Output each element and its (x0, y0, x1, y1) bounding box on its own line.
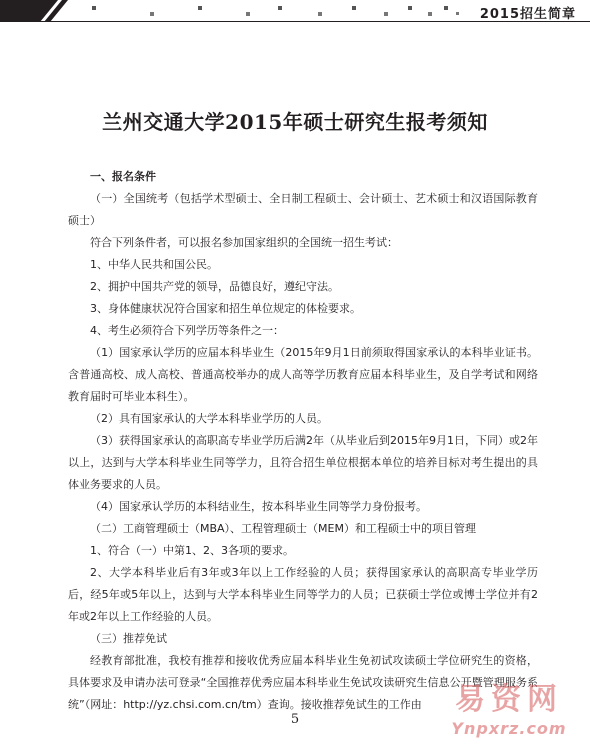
header-dot (384, 12, 388, 16)
paragraph: 经教育部批准，我校有推荐和接收优秀应届本科毕业生免初试攻读硕士学位研究生的资格，具体要求及申请办法可登录“全国推荐优秀应届本科毕业生免试攻读研究生信息公开暨管理服务系统”（网址：http://yz.chsi.com.cn/tm）查询。接收推荐免试生的工作由 (68, 654, 538, 711)
paragraph: 1、中华人民共和国公民。 (90, 258, 218, 271)
header-dot (456, 12, 459, 15)
paragraph: （一）全国统考（包括学术型硕士、全日制工程硕士、会计硕士、艺术硕士和汉语国际教育硕士） (68, 192, 538, 227)
paragraph: 3、身体健康状况符合国家和招生单位规定的体检要求。 (90, 302, 361, 315)
header-dot (318, 12, 322, 16)
paragraph: 2、拥护中国共产党的领导，品德良好，遵纪守法。 (90, 280, 339, 293)
paragraph: 2、大学本科毕业后有3年或3年以上工作经验的人员；获得国家承认的高职高专毕业学历后，经5年或5年以上，达到与大学本科毕业生同等学力的人员；已获硕士学位或博士学位并有2年或2年以上工作经验的人员。 (68, 566, 538, 623)
paragraph: （3）获得国家承认的高职高专毕业学历后满2年（从毕业后到2015年9月1日，下同）或2年以上，达到与大学本科毕业生同等学力，且符合招生单位根据本单位的培养目标对考生提出的具体业务要求的人员。 (68, 434, 538, 491)
header-dot (408, 6, 412, 10)
header-dot (428, 12, 432, 16)
header-dot (150, 12, 154, 16)
paragraph: （1）国家承认学历的应届本科毕业生（2015年9月1日前须取得国家承认的本科毕业证书。含普通高校、成人高校、普通高校举办的成人高等学历教育应届本科毕业生，及自学考试和网络教育届时可毕业本科生）。 (68, 346, 538, 403)
document-title: 兰州交通大学2015年硕士研究生报考须知 (102, 110, 488, 134)
paragraph: （二）工商管理硕士（MBA）、工程管理硕士（MEM）和工程硕士中的项目管理 (90, 522, 476, 535)
paragraph: 符合下列条件者，可以报名参加国家组织的全国统一招生考试： (90, 236, 398, 249)
header-dot (352, 6, 356, 10)
header-dot (278, 6, 282, 10)
paragraph: 4、考生必须符合下列学历等条件之一： (90, 324, 284, 337)
paragraph: （4）国家承认学历的本科结业生，按本科毕业生同等学力身份报考。 (90, 500, 427, 513)
page-number: 5 (290, 712, 300, 727)
header-bar (0, 0, 590, 22)
watermark-text: 易资网 (455, 682, 563, 717)
header-dot (246, 12, 250, 16)
section-heading: 一、报名条件 (90, 170, 156, 183)
header-dot (444, 6, 448, 10)
watermark-url: Ynpxrz.com (451, 719, 567, 738)
paragraph: （2）具有国家承认的大学本科毕业学历的人员。 (90, 412, 328, 425)
header-title: 2015招生简章 (479, 7, 576, 22)
header-dot (198, 6, 202, 10)
paragraph: （三）推荐免试 (90, 632, 167, 645)
header-dot (92, 6, 96, 10)
document-body (68, 166, 538, 716)
paragraph: 1、符合（一）中第1、2、3各项的要求。 (90, 544, 294, 557)
watermark (434, 682, 584, 750)
